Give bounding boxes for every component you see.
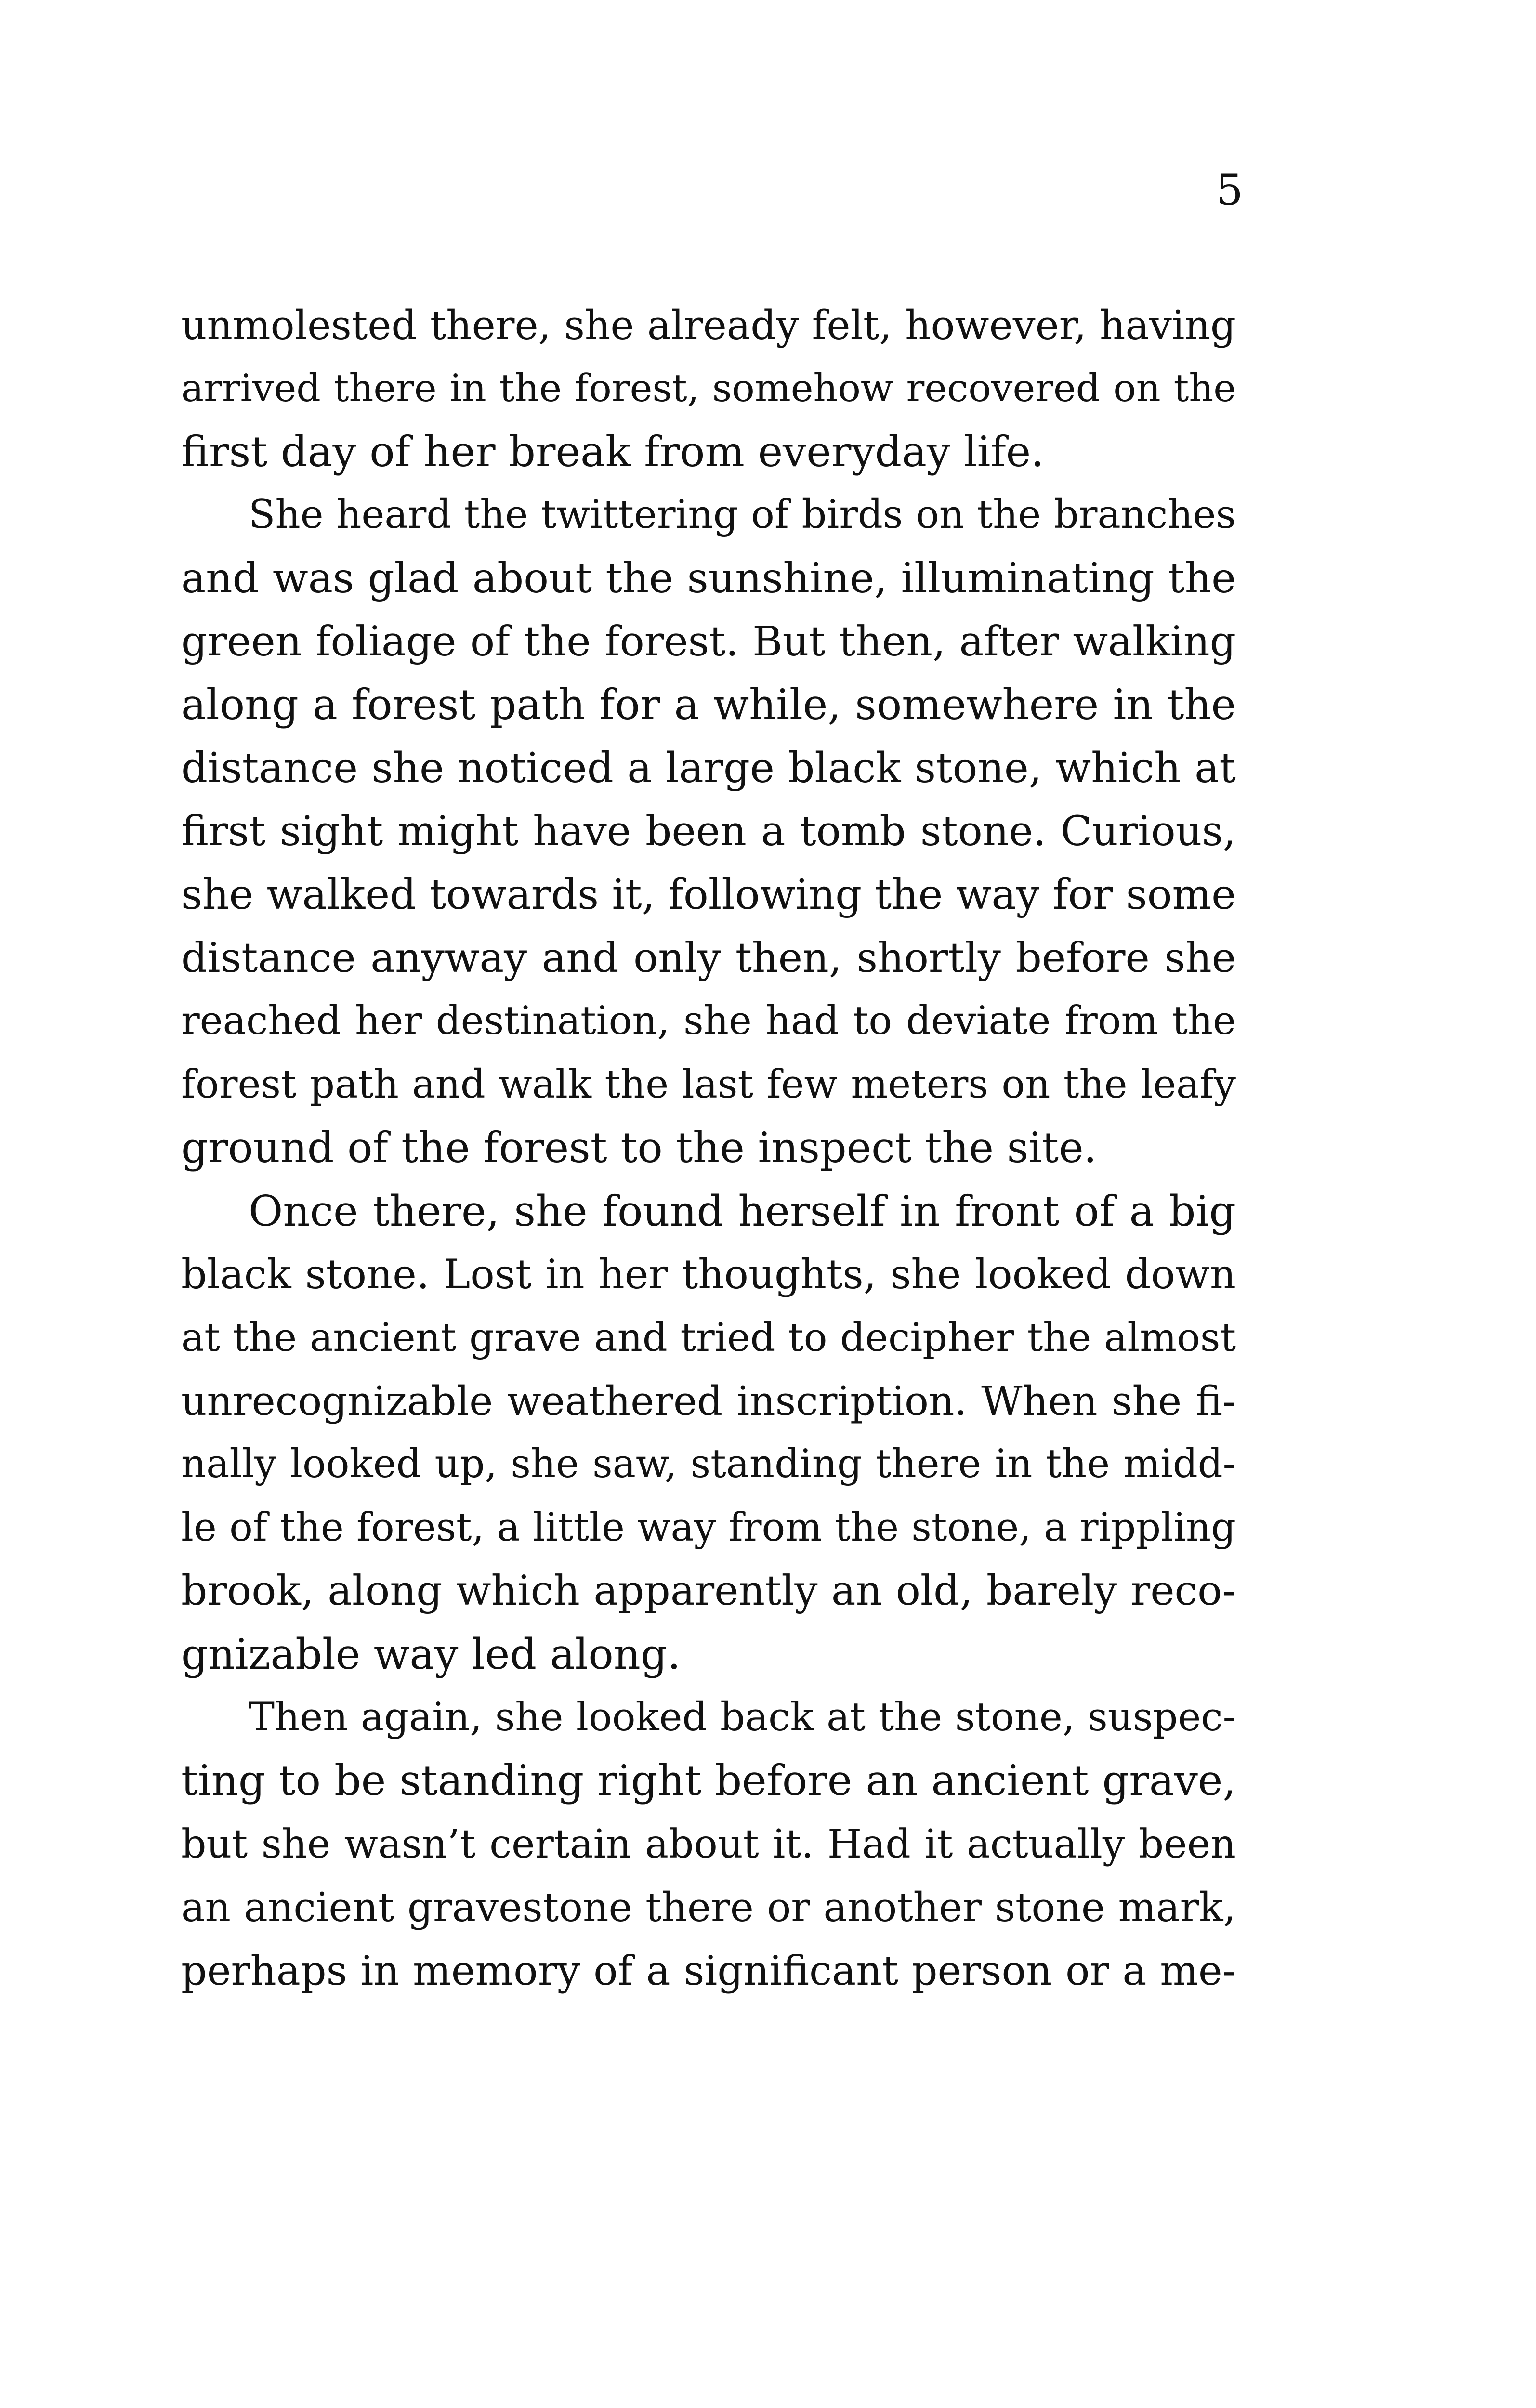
- text-line: gnizable way led along.: [181, 1629, 681, 1679]
- text-line: perhaps in memory of a significant person or a me-: [181, 1947, 1236, 1994]
- text-line: reached her destination, she had to deviate from the: [181, 998, 1236, 1044]
- text-line: Once there, she found herself in front of a big: [249, 1186, 1236, 1236]
- paragraph-4: [181, 1686, 1236, 2002]
- text-line: le of the forest, a little way from the stone, a rippling: [181, 1505, 1236, 1550]
- paragraph-1: [181, 294, 1236, 484]
- text-line: black stone. Lost in her thoughts, she looked down: [181, 1251, 1236, 1298]
- text-line: unrecognizable weathered inscription. When she fi-: [181, 1377, 1236, 1425]
- text-line: she walked towards it, following the way for some: [181, 870, 1236, 919]
- text-line: green foliage of the forest. But then, after walking: [181, 618, 1236, 666]
- paragraph-3: [181, 1180, 1236, 1686]
- body-text: [181, 294, 1236, 2002]
- text-line: an ancient gravestone there or another stone mark,: [181, 1884, 1236, 1931]
- text-line: forest path and walk the last few meters on the leafy: [181, 1061, 1236, 1107]
- text-line: She heard the twittering of birds on the branches: [249, 492, 1236, 538]
- text-line: first day of her break from everyday life.: [181, 427, 1044, 476]
- text-line: first sight might have been a tomb stone. Curious,: [181, 808, 1236, 856]
- text-line: distance she noticed a large black stone, which at: [181, 744, 1236, 792]
- text-line: unmolested there, she already felt, however, having: [181, 302, 1236, 349]
- text-line: arrived there in the forest, somehow recovered on the: [181, 366, 1236, 411]
- text-line: nally looked up, she saw, standing there in the midd-: [181, 1441, 1236, 1487]
- paragraph-2: [181, 484, 1236, 1179]
- text-line: and was glad about the sunshine, illuminating the: [181, 554, 1236, 602]
- page-number: 5: [1216, 165, 1243, 215]
- text-line: distance anyway and only then, shortly before she: [181, 934, 1236, 982]
- text-line: along a forest path for a while, somewhere in the: [181, 680, 1236, 730]
- text-line: brook, along which apparently an old, barely reco-: [181, 1567, 1236, 1615]
- text-line: Then again, she looked back at the stone, suspec-: [249, 1694, 1236, 1740]
- text-line: ground of the forest to the inspect the site.: [181, 1123, 1097, 1173]
- text-line: ting to be standing right before an ancient grave,: [181, 1756, 1236, 1806]
- text-line: but she wasn’t certain about it. Had it actually been: [181, 1821, 1236, 1867]
- text-line: at the ancient grave and tried to decipher the almost: [181, 1315, 1236, 1361]
